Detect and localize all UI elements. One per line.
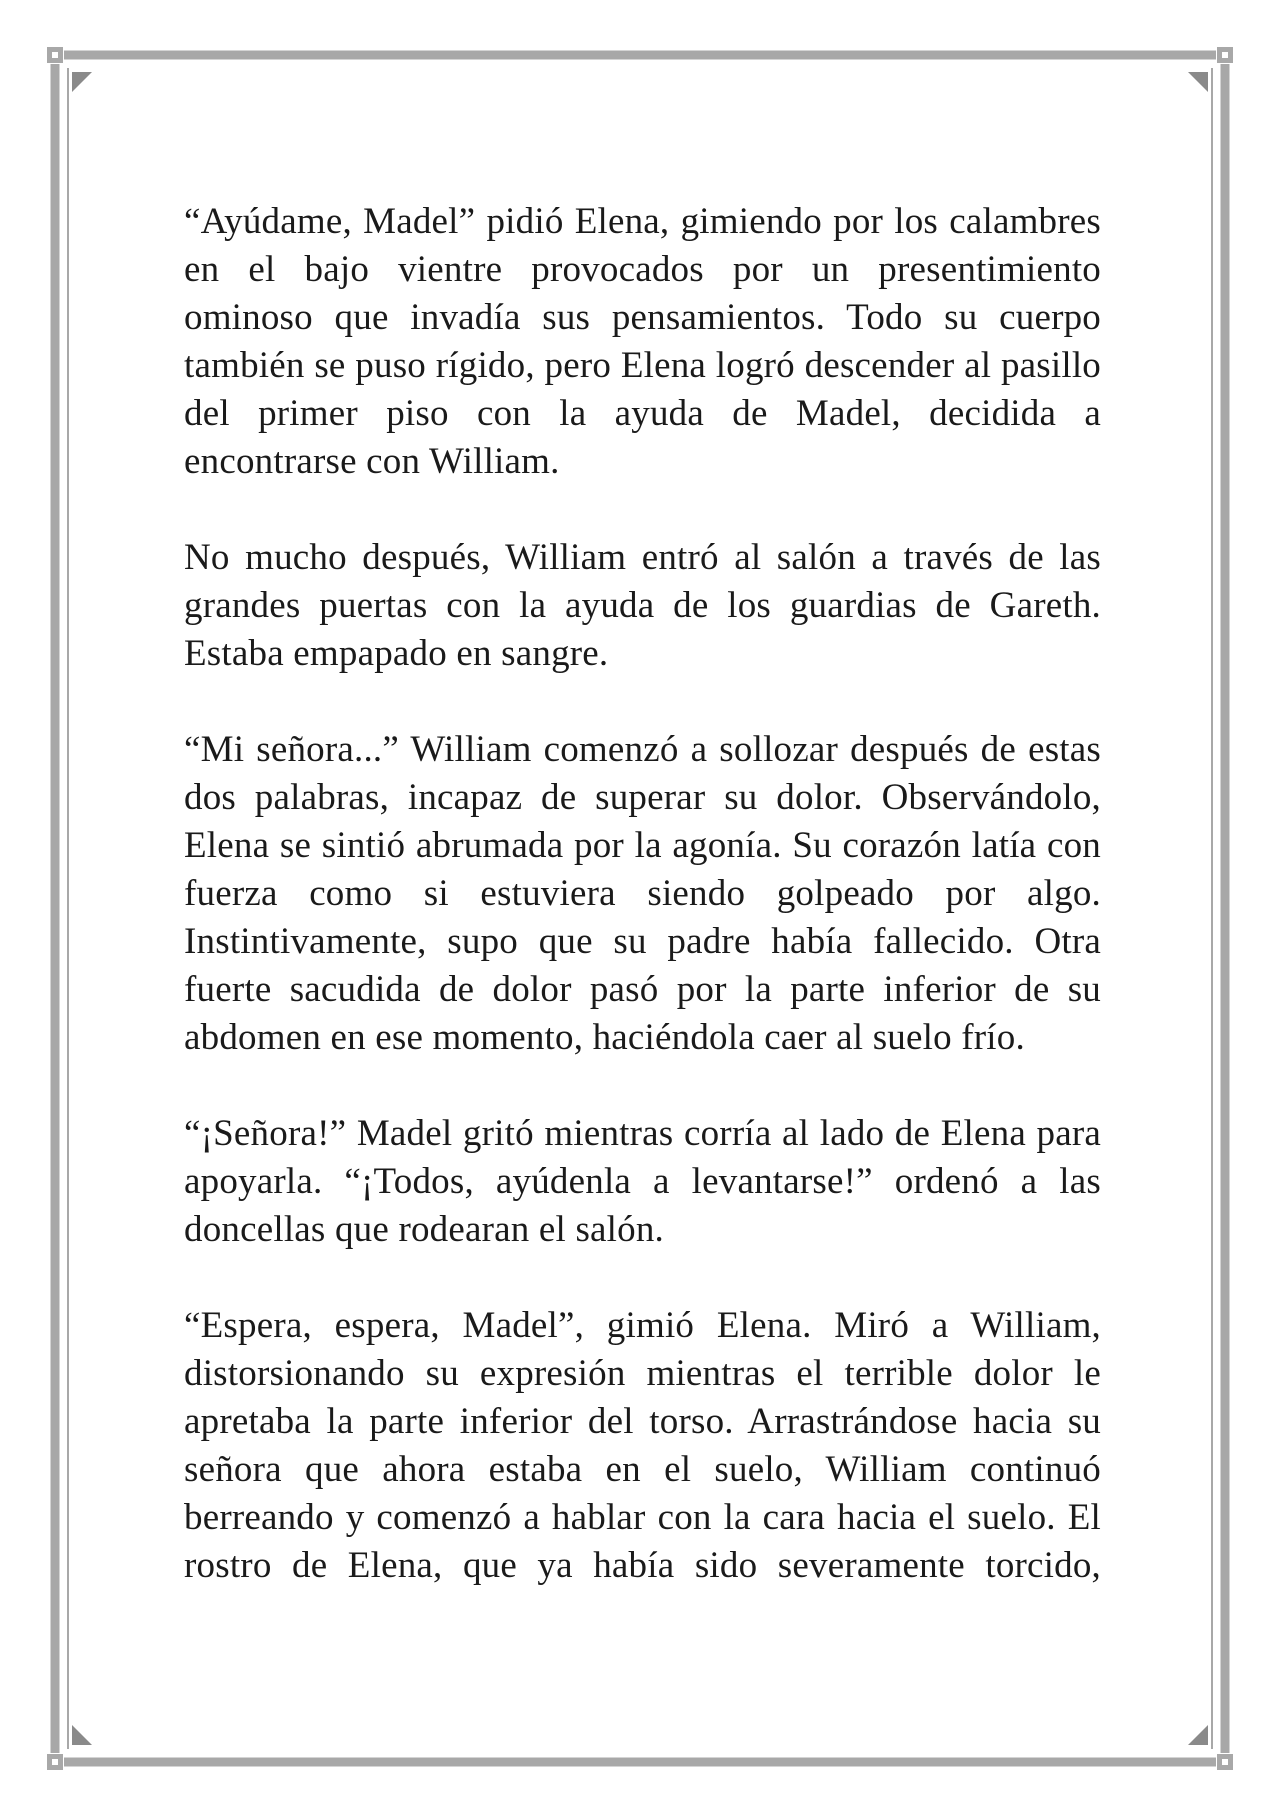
corner-triangle-ornament: [1188, 1725, 1208, 1745]
corner-triangle-ornament: [1188, 72, 1208, 92]
paragraph: “Mi señora...” William comenzó a sollozar después de estas dos palabras, incapaz de superar su dolor. Observándolo, Elena se sintió abrumada por la agonía. Su corazón latía con fuerza como si estuviera siendo golpeado por algo. Instintivamente, supo que su padre había fallecido. Otra fuerte sacudida de dolor pasó por la parte inferior de su abdomen en ese momento, haciéndola caer al suelo frío.: [184, 729, 1101, 1058]
paragraph: “Espera, espera, Madel”, gimió Elena. Miró a William, distorsionando su expresión mientras el terrible dolor le apretaba la parte inferior del torso. Arrastrándose hacia su señora que ahora estaba en el suelo, William continuó berreando y comenzó a hablar con la cara hacia el suelo. El rostro de Elena, que ya había sido severamente torcido,: [184, 1305, 1101, 1586]
paragraph: No mucho después, William entró al salón a través de las grandes puertas con la ayuda de los guardias de Gareth. Estaba empapado en sangre.: [184, 537, 1101, 674]
corner-triangle-ornament: [72, 1725, 92, 1745]
corner-triangle-ornament: [72, 72, 92, 92]
paragraph: “Ayúdame, Madel” pidió Elena, gimiendo por los calambres en el bajo vientre provocados por un presentimiento ominoso que invadía sus pensamientos. Todo su cuerpo también se puso rígido, pero Elena logró descender al pasillo del primer piso con la ayuda de Madel, decidida a encontrarse con William.: [184, 201, 1101, 482]
body-text: [184, 198, 1101, 1590]
paragraph: “¡Señora!” Madel gritó mientras corría al lado de Elena para apoyarla. “¡Todos, ayúdenla a levantarse!” ordenó a las doncellas que rodearan el salón.: [184, 1113, 1101, 1250]
